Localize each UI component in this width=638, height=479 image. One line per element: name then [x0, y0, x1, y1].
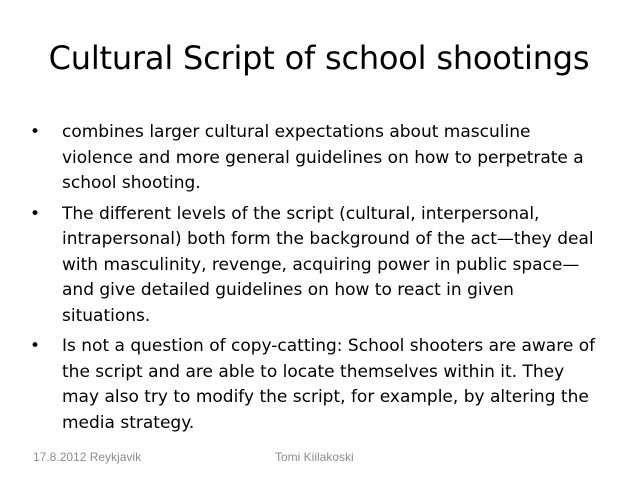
footer-author: Tomi Kiilakoski	[275, 450, 354, 464]
bullet-list	[30, 120, 596, 441]
bullet-icon: •	[30, 122, 41, 142]
bullet-icon: •	[30, 203, 41, 224]
bullet-text: combines larger cultural expectations about masculine violence and more general guidelines on how to perpetrate a school shooting.	[62, 122, 584, 193]
bullet-item	[30, 202, 596, 330]
slide-title: Cultural Script of school shootings	[48, 39, 590, 77]
bullet-item	[30, 334, 596, 436]
footer-date-place: 17.8.2012 Reykjavik	[33, 450, 142, 464]
bullet-icon: •	[30, 336, 41, 356]
bullet-item	[30, 120, 596, 197]
bullet-text: The different levels of the script (cultural, interpersonal, intrapersonal) both form the background of the act—they deal with masculinity, revenge, acquiring power in public space—and give detailed guidelines on how to react in given situations.	[62, 203, 594, 326]
bullet-text: Is not a question of copy-catting: School shooters are aware of the script and are able to locate themselves within it. They may also try to modify the script, for example, by altering the media strategy.	[62, 336, 596, 433]
